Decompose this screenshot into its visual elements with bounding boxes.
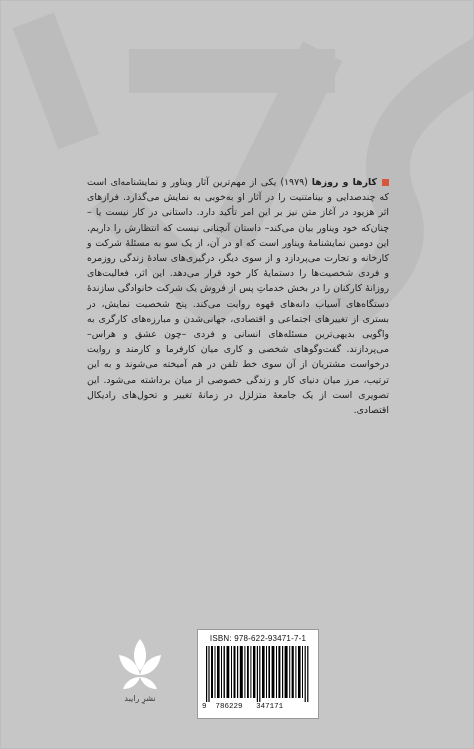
- book-title: کارها و روزها: [311, 177, 378, 188]
- barcode-digits-left: 786229: [215, 703, 243, 711]
- description-body: یکی از مهم‌ترین آثار ویناور و نمایشنامه‌ای است که چندصدایی و بینامتنیت را در آثار او به‌خوبی به نمایش می‌گذارد. فرازهای اثر هزیود در آغاز متن نیز بر این امر تأکید دارد. داستانی در کار نیست یا –چنان‌که خود ویناور بیان می‌کند– داستان آنچنانی نیست که انتظارش را داریم. این دومین نمایشنامهٔ ویناور است که او در آن، از یک سو به مسئلهٔ شرکت و کارخانه و تجارت می‌پردازد و از سوی دیگر، درگیری‌های سادهٔ زندگی روزمره و فردی شخصیت‌ها را دستمایهٔ کار خود قرار می‌دهد. این اثر، فعالیت‌های روزانهٔ کارکنان را در بخش خدماتِ پس از فروش یک شرکت خانوادگی سازندهٔ دستگاه‌های آسیاب دانه‌های قهوه روایت می‌کند. پنج شخصیت نمایش، در بستری از تغییرهای اجتماعی و اقتصادی، جهانی‌شدن و مبارزه‌های کارگری به واگویی بدیهی‌ترین مسئله‌های انسانی و فردی –چون عشق و هراس– می‌پردازند. گفت‌وگوهای شخصی و کاری میان کارفرما و کارمند و روایت درخواست مشتریان از آن سوی خط تلفن در هم آمیخته می‌شوند و به این ترتیب، مرز میان دنیای کار و زندگی خصوصی از میان برداشته می‌شود. این تصویری است از یک جامعهٔ متزلزل در زمانهٔ تغییر و تحول‌های رادیکال اقتصادی.: [87, 177, 389, 417]
- isbn-barcode-box: [197, 629, 319, 719]
- book-description: [87, 175, 389, 418]
- barcode-digits-right: 347171: [256, 703, 284, 711]
- title-bullet-icon: [382, 179, 389, 186]
- barcode-graphic: [206, 646, 310, 702]
- barcode-digit-first: 9: [202, 703, 207, 711]
- barcode-digits: [202, 703, 316, 711]
- book-year: (۱۹۷۹): [280, 177, 308, 188]
- isbn-label: ISBN: 978-622-93471-7-1: [209, 634, 307, 643]
- publisher-name: نشرِ رایبد: [124, 694, 156, 703]
- watermark-stroke: [41, 41, 71, 121]
